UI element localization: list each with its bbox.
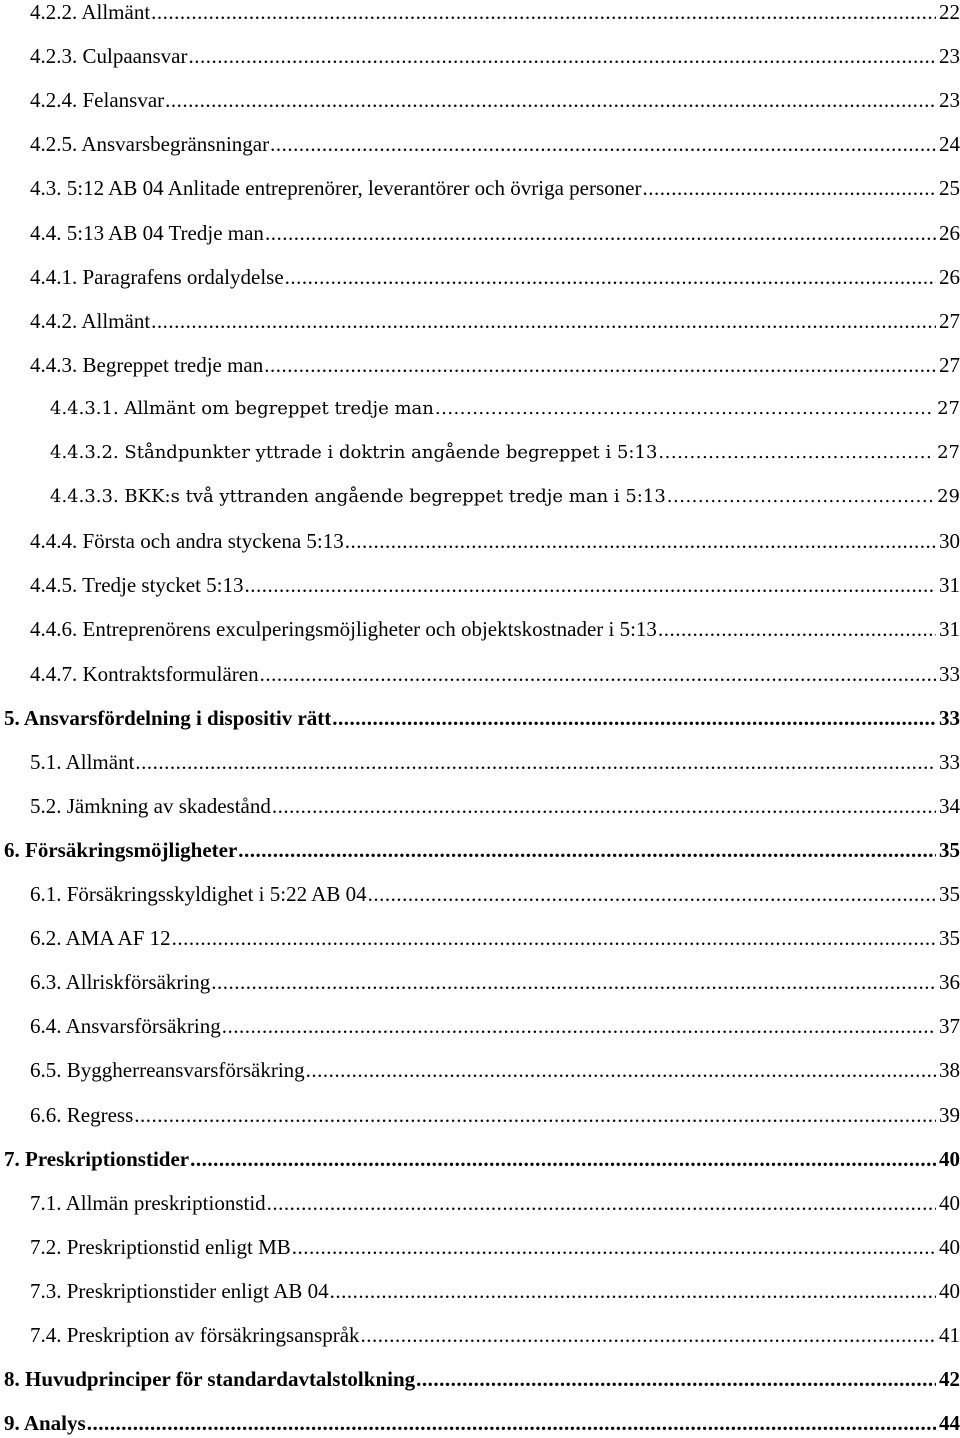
toc-entry[interactable] (50, 438, 960, 468)
toc-entry-page-number: 31 (939, 573, 960, 598)
dot-leader (260, 659, 936, 689)
dot-leader (658, 614, 936, 644)
toc-entry-page-number: 25 (939, 176, 960, 201)
toc-entry-page-number: 27 (937, 397, 960, 419)
toc-entry-page-number: 27 (937, 442, 960, 463)
toc-entry[interactable] (4, 1144, 960, 1174)
toc-entry-page-number: 40 (939, 1190, 960, 1215)
toc-entry-title: 6.4. Ansvarsförsäkring (30, 1014, 221, 1039)
toc-entry-title: 6.1. Försäkringsskyldighet i 5:22 AB 04 (30, 882, 367, 906)
toc-entry-page-number: 37 (939, 1014, 960, 1039)
dot-leader (272, 791, 936, 821)
toc-entry-page-number: 44 (939, 1411, 960, 1436)
toc-entry-title: 6.6. Regress (30, 1102, 134, 1127)
toc-entry-page-number: 33 (939, 749, 960, 774)
toc-entry-page-number: 23 (939, 44, 960, 69)
dot-leader (151, 306, 936, 336)
dot-leader (330, 1276, 936, 1306)
dot-leader (245, 570, 937, 600)
toc-entry-title: 7.2. Preskriptionstid enligt MB (30, 1234, 291, 1259)
dot-leader (265, 218, 936, 248)
toc-entry-page-number: 24 (939, 132, 960, 157)
toc-entry-page-number: 39 (939, 1102, 960, 1127)
toc-entry-page-number: 29 (937, 486, 960, 508)
toc-entry-title: 4.4.5. Tredje stycket 5:13 (30, 573, 244, 598)
dot-leader (211, 967, 936, 997)
dot-leader (361, 1320, 936, 1350)
dot-leader (134, 1100, 936, 1130)
toc-entry-title: 4.2.4. Felansvar (30, 88, 165, 113)
toc-entry[interactable] (4, 703, 960, 733)
toc-entry[interactable] (30, 526, 960, 556)
toc-entry-title: 6. Försäkringsmöjligheter (4, 837, 238, 862)
dot-leader (667, 482, 934, 512)
toc-entry[interactable] (30, 262, 960, 292)
toc-entry[interactable] (30, 967, 960, 997)
dot-leader (190, 1144, 936, 1174)
toc-entry-title: 7. Preskriptionstider (4, 1146, 190, 1171)
toc-entry[interactable] (30, 129, 960, 159)
toc-entry-title: 4.4.4. Första och andra styckena 5:13 (30, 529, 344, 554)
toc-entry-page-number: 27 (939, 352, 960, 377)
toc-entry[interactable] (30, 85, 960, 115)
dot-leader (267, 1188, 936, 1218)
toc-entry-title: 6.3. Allriskförsäkring (30, 970, 211, 995)
toc-entry[interactable] (30, 306, 960, 336)
dot-leader (435, 394, 934, 424)
toc-entry-title: 4.4. 5:13 AB 04 Tredje man (30, 220, 264, 245)
toc-entry-page-number: 38 (939, 1058, 960, 1083)
toc-entry[interactable] (30, 1276, 960, 1306)
toc-entry-title: 6.5. Byggherreansvarsförsäkring (30, 1058, 305, 1083)
dot-leader (658, 438, 934, 468)
toc-entry-page-number: 35 (939, 837, 960, 862)
dot-leader (368, 879, 936, 909)
toc-entry-page-number: 27 (939, 308, 960, 333)
toc-entry-page-number: 34 (939, 793, 960, 818)
toc-entry[interactable] (30, 350, 960, 380)
toc-entry-page-number: 23 (939, 88, 960, 113)
toc-entry-page-number: 36 (939, 970, 960, 995)
dot-leader (270, 129, 936, 159)
toc-entry-title: 4.4.3.1. Allmänt om begreppet tredje man (50, 397, 434, 419)
toc-entry[interactable] (30, 0, 960, 27)
toc-entry-page-number: 40 (939, 1278, 960, 1303)
toc-entry-page-number: 35 (939, 926, 960, 951)
toc-entry[interactable] (30, 1011, 960, 1041)
toc-entry[interactable] (50, 394, 960, 424)
dot-leader (165, 85, 936, 115)
toc-entry-title: 4.4.6. Entreprenörens exculperingsmöjligheter och objektskostnader i 5:13 (30, 617, 657, 642)
dot-leader (306, 1055, 936, 1085)
toc-entry[interactable] (30, 1320, 960, 1350)
dot-leader (642, 173, 936, 203)
toc-entry[interactable] (30, 570, 960, 600)
toc-entry-title: 5. Ansvarsfördelning i dispositiv rätt (4, 705, 332, 730)
toc-entry-title: 7.3. Preskriptionstider enligt AB 04 (30, 1278, 329, 1303)
toc-entry-title: 6.2. AMA AF 12 (30, 926, 171, 951)
toc-entry[interactable] (30, 659, 960, 689)
toc-entry-page-number: 26 (939, 220, 960, 245)
toc-entry[interactable] (30, 1100, 960, 1130)
toc-entry-page-number: 42 (939, 1367, 960, 1392)
toc-entry-page-number: 33 (939, 705, 960, 730)
dot-leader (172, 923, 936, 953)
dot-leader (332, 703, 936, 733)
toc-entry-title: 9. Analys (4, 1411, 86, 1436)
toc-entry-title: 4.2.5. Ansvarsbegränsningar (30, 132, 270, 157)
toc-entry-title: 7.1. Allmän preskriptionstid (30, 1190, 266, 1215)
toc-entry[interactable] (4, 1364, 960, 1394)
dot-leader (238, 835, 936, 865)
dot-leader (135, 747, 936, 777)
toc-entry-title: 7.4. Preskription av försäkringsanspråk (30, 1323, 360, 1347)
toc-entry-page-number: 22 (939, 0, 960, 24)
toc-entry-title: 4.3. 5:12 AB 04 Anlitade entreprenörer, leverantörer och övriga personer (30, 176, 642, 201)
toc-entry[interactable] (4, 835, 960, 865)
toc-entry[interactable] (30, 614, 960, 644)
toc-entry[interactable] (30, 879, 960, 909)
dot-leader (345, 526, 936, 556)
toc-entry-title: 8. Huvudprinciper för standardavtalstolkning (4, 1367, 416, 1392)
toc-entry[interactable] (30, 747, 960, 777)
toc-entry-page-number: 33 (939, 661, 960, 686)
dot-leader (151, 0, 936, 27)
dot-leader (264, 350, 936, 380)
toc-entry-page-number: 41 (939, 1323, 960, 1347)
toc-entry[interactable] (30, 41, 960, 71)
toc-entry[interactable] (30, 1055, 960, 1085)
toc-entry-title: 5.1. Allmänt (30, 749, 135, 774)
toc-entry-page-number: 26 (939, 264, 960, 289)
toc-entry-title: 4.2.3. Culpaansvar (30, 44, 188, 69)
dot-leader (416, 1364, 936, 1394)
toc-entry-title: 4.4.3.2. Ståndpunkter yttrade i doktrin angående begreppet i 5:13 (50, 442, 658, 463)
toc-entry-title: 4.4.2. Allmänt (30, 308, 151, 333)
toc-entry[interactable] (50, 482, 960, 512)
toc-entry[interactable] (30, 791, 960, 821)
toc-entry[interactable] (30, 923, 960, 953)
toc-entry-page-number: 40 (939, 1146, 960, 1171)
dot-leader (292, 1232, 936, 1262)
toc-entry-page-number: 30 (939, 529, 960, 554)
toc-entry-title: 4.4.3. Begreppet tredje man (30, 352, 264, 377)
toc-entry-title: 4.2.2. Allmänt (30, 0, 151, 24)
toc-entry[interactable] (30, 173, 960, 203)
toc-entry-title: 5.2. Jämkning av skadestånd (30, 793, 271, 818)
toc-entry-title: 4.4.7. Kontraktsformulären (30, 661, 259, 686)
toc-entry-page-number: 31 (939, 617, 960, 642)
toc-entry[interactable] (30, 218, 960, 248)
dot-leader (222, 1011, 936, 1041)
toc-entry-page-number: 35 (939, 882, 960, 906)
toc-entry[interactable] (30, 1188, 960, 1218)
toc-entry-page-number: 40 (939, 1234, 960, 1259)
dot-leader (188, 41, 936, 71)
toc-entry-title: 4.4.3.3. BKK:s två yttranden angående begreppet tredje man i 5:13 (50, 486, 666, 508)
toc-entry[interactable] (30, 1232, 960, 1262)
toc-entry-title: 4.4.1. Paragrafens ordalydelse (30, 264, 284, 289)
dot-leader (285, 262, 936, 292)
